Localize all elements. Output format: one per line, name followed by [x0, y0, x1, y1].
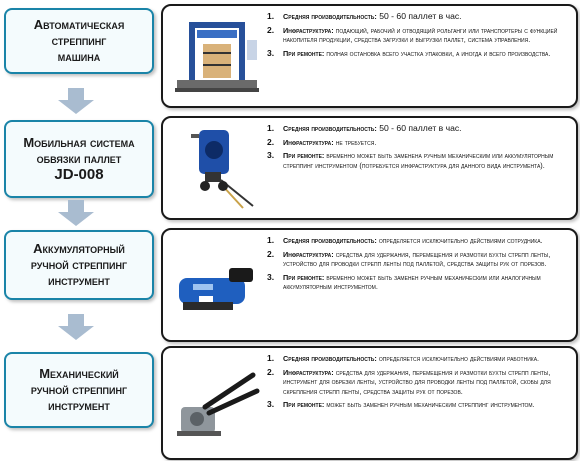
- items-manual-tool: [267, 354, 570, 414]
- list-item: [267, 26, 570, 45]
- down-arrow-icon: [56, 88, 96, 114]
- list-item: [267, 138, 570, 148]
- list-item: [267, 400, 570, 410]
- item-value: 50 - 60 паллет в час.: [376, 11, 462, 21]
- label-box-automatic-machine: [4, 8, 154, 74]
- list-item: [267, 49, 570, 59]
- label-automatic-machine: Автоматическая стреппинг машина: [33, 17, 125, 64]
- label-manual-tool: Механический ручной стреппинг инструмент: [30, 366, 128, 413]
- item-value: средства для удержания, перемещения и размотки бухты стрепп ленты, устройство для проводки стрепп ленты под паллетой, средства защиты рук от порезов.: [283, 249, 551, 269]
- item-value: временно может быть заменен ручным механическим или аналогичным аккумуляторным инструментом.: [283, 272, 541, 292]
- item-number: 3.: [267, 271, 275, 282]
- label-battery-tool: Аккумуляторный ручной стреппинг инструмент: [30, 241, 128, 288]
- item-number: 2.: [267, 366, 275, 377]
- items-mobile-system: [267, 124, 570, 174]
- item-number: 3.: [267, 47, 275, 58]
- item-number: 3.: [267, 399, 275, 410]
- label-box-mobile-system: [4, 120, 154, 198]
- label-mobile-system-model: JD-008: [54, 166, 104, 183]
- item-value: подающий, рабочий и отводящий рольганги или транспортеры с функцией накопителя продукции, средства загрузки и выгрузки паллет, система управления.: [283, 25, 558, 45]
- item-value: может быть заменен ручным механическим стреппинг инструментом.: [324, 400, 535, 410]
- list-item: [267, 124, 570, 134]
- item-key: Средняя производительность:: [283, 236, 377, 245]
- item-value: временно может быть заменена ручным механическим или аккумуляторным стреппинг инструментом (потребуется инфраструктура для данного вида инструмента).: [283, 151, 554, 170]
- item-key: Инфраструктура:: [283, 25, 334, 35]
- detail-box-battery-tool: [161, 228, 578, 342]
- items-automatic-machine: [267, 12, 570, 62]
- item-key: Инфраструктура:: [283, 249, 334, 259]
- item-key: При ремонте:: [283, 48, 325, 58]
- item-number: 2.: [267, 248, 275, 259]
- detail-box-mobile-system: [161, 116, 578, 220]
- manual-strapping-tool-image: [171, 354, 261, 452]
- list-item: [267, 236, 570, 246]
- down-arrow-icon: [56, 314, 96, 340]
- label-box-manual-tool: [4, 352, 154, 428]
- item-number: 1.: [267, 235, 275, 245]
- item-key: При ремонте:: [283, 151, 325, 161]
- mobile-strapping-system-image: [171, 124, 261, 212]
- automatic-strapping-machine-image: [171, 12, 261, 100]
- list-item: [267, 151, 570, 170]
- item-number: 1.: [267, 123, 275, 133]
- list-item: [267, 354, 570, 364]
- label-box-battery-tool: [4, 230, 154, 300]
- item-number: 2.: [267, 24, 275, 35]
- down-arrow-icon: [56, 200, 96, 226]
- item-number: 1.: [267, 11, 275, 21]
- item-number: 3.: [267, 150, 275, 161]
- item-number: 2.: [267, 136, 275, 147]
- item-key: Средняя производительность:: [283, 124, 377, 133]
- detail-box-automatic-machine: [161, 4, 578, 108]
- item-key: Инфраструктура:: [283, 137, 334, 147]
- item-value: определяется исключительно действиями сотрудника.: [376, 236, 543, 245]
- detail-box-manual-tool: [161, 346, 578, 460]
- list-item: [267, 273, 570, 292]
- item-value: 50 - 60 паллет в час.: [376, 123, 462, 133]
- label-mobile-system: Мобильная система обвязки паллет: [23, 135, 135, 166]
- item-key: Средняя производительность:: [283, 354, 377, 363]
- list-item: [267, 250, 570, 269]
- list-item: [267, 12, 570, 22]
- item-key: При ремонте:: [283, 400, 325, 410]
- battery-strapping-tool-image: [171, 236, 261, 330]
- item-value: средства для удержания, перемещения и размотки бухты стрепп ленты, инструмент для обрезки ленты, устройство для проводки ленты под паллетой, скобы для скрепления стрепп ленты, средства защиты рук от порезов.: [283, 367, 551, 396]
- item-value: полная остановка всего участка упаковки, а иногда и всего производства.: [324, 48, 551, 58]
- item-value: определяется исключительно действиями работника.: [376, 354, 540, 363]
- items-battery-tool: [267, 236, 570, 296]
- item-key: Инфраструктура:: [283, 367, 334, 377]
- item-number: 1.: [267, 353, 275, 363]
- item-key: При ремонте:: [283, 272, 325, 282]
- list-item: [267, 368, 570, 397]
- item-value: не требуется.: [333, 137, 377, 147]
- item-key: Средняя производительность:: [283, 12, 377, 21]
